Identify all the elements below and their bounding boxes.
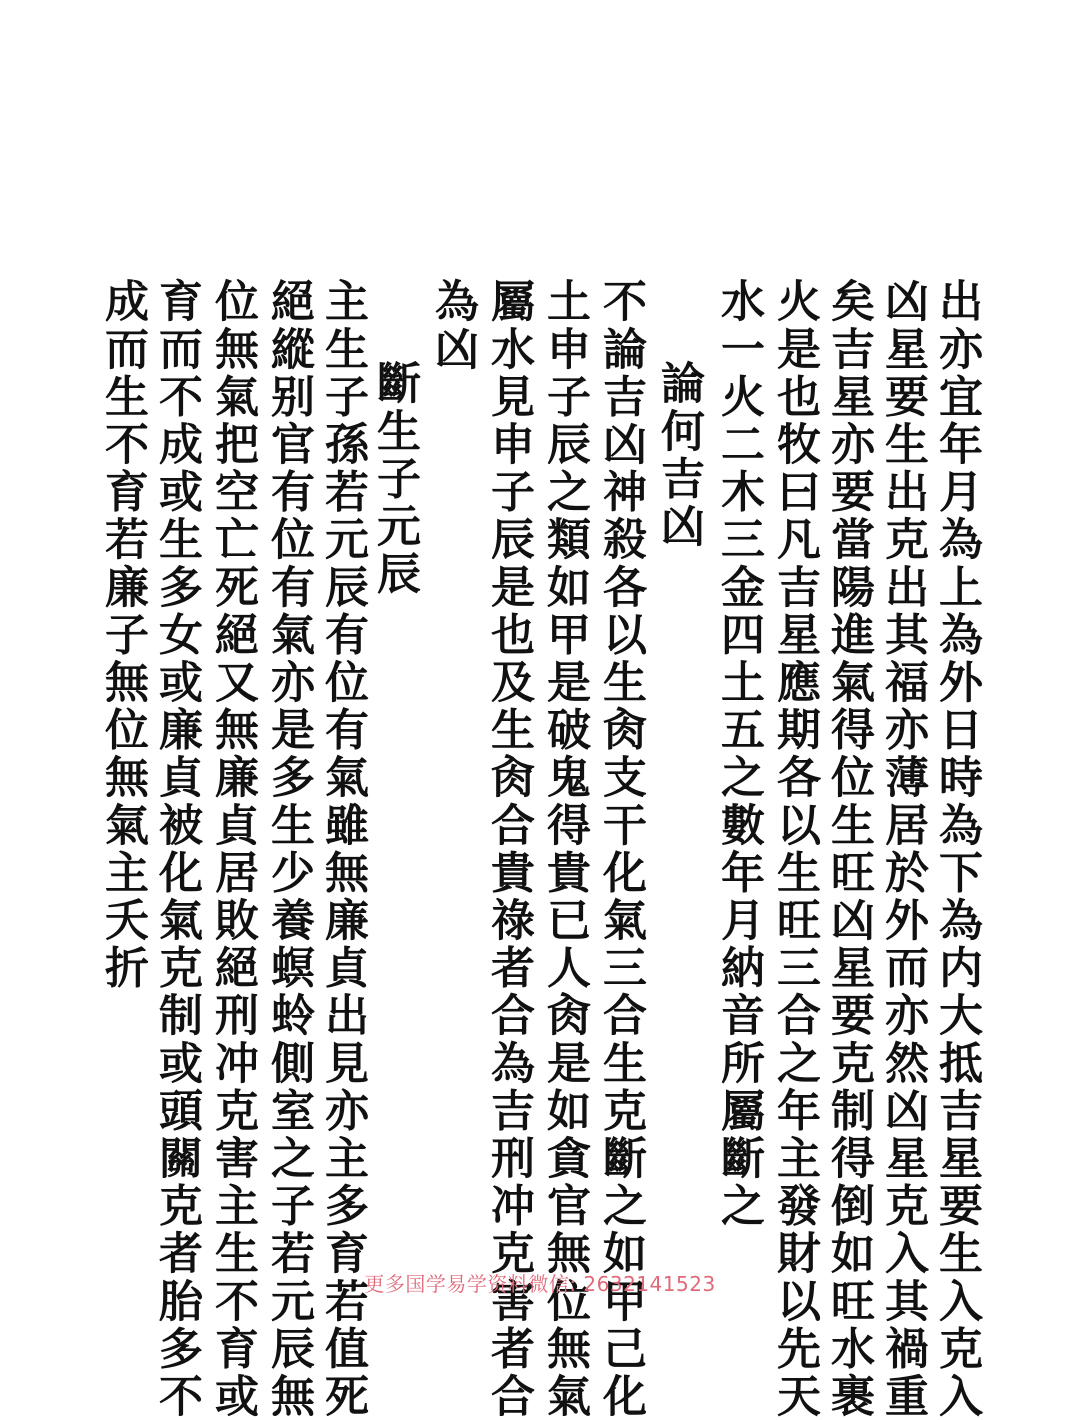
text-column-13: 絕縱别官有位有氣亦是多生少養螟蛉側室之子若元辰無 <box>263 278 314 1420</box>
text-column-7: 不論吉凶神殺各以生肏支干化氣三合生克斷之如甲己化 <box>595 278 646 1420</box>
text-column-16: 成而生不育若廉子無位無氣主夭折 <box>97 278 148 992</box>
text-column-15: 育而不成或生多女或廉貞被化氣克制或頭關克者胎多不 <box>151 278 202 1420</box>
text-column-14: 位無氣把空亡死絕又無廉貞居敗絕刑冲克害主生不育或 <box>207 278 258 1420</box>
text-column-5: 水一火二木三金四土五之數年月納音所屬斷之 <box>713 278 764 1230</box>
section-heading-sheng-zi-yuan-chen: 斷生子元辰 <box>369 360 420 598</box>
text-column-1: 出亦宜年月為上為外日時為下為内大抵吉星要生入克入 <box>931 278 982 1420</box>
text-column-9: 屬水見申子辰是也及生肏合貴祿者合為吉刑冲克害者合 <box>483 278 534 1420</box>
text-column-2: 凶星要生出克出其福亦薄居於外而亦然凶星克入其禍重 <box>877 278 928 1420</box>
text-column-10: 為凶 <box>427 278 478 374</box>
text-column-4: 火是也牧曰凡吉星應期各以生旺三合之年主發財以先天 <box>769 278 820 1420</box>
text-column-8: 土申子辰之類如甲是破鬼得貴已人肏是如貪官無位無氣 <box>539 278 590 1420</box>
section-heading-he-ji-xiong: 論何吉凶 <box>653 360 704 551</box>
watermark-footer: 更多国学易学资料微信: 2632141523 <box>364 1272 716 1296</box>
text-column-3: 矣吉星亦要當陽進氣得位生旺凶星要克制得倒如旺水裹 <box>823 278 874 1420</box>
text-column-12: 主生子孫若元辰有位有氣雖無廉貞出見亦主多育若值死 <box>317 278 368 1420</box>
